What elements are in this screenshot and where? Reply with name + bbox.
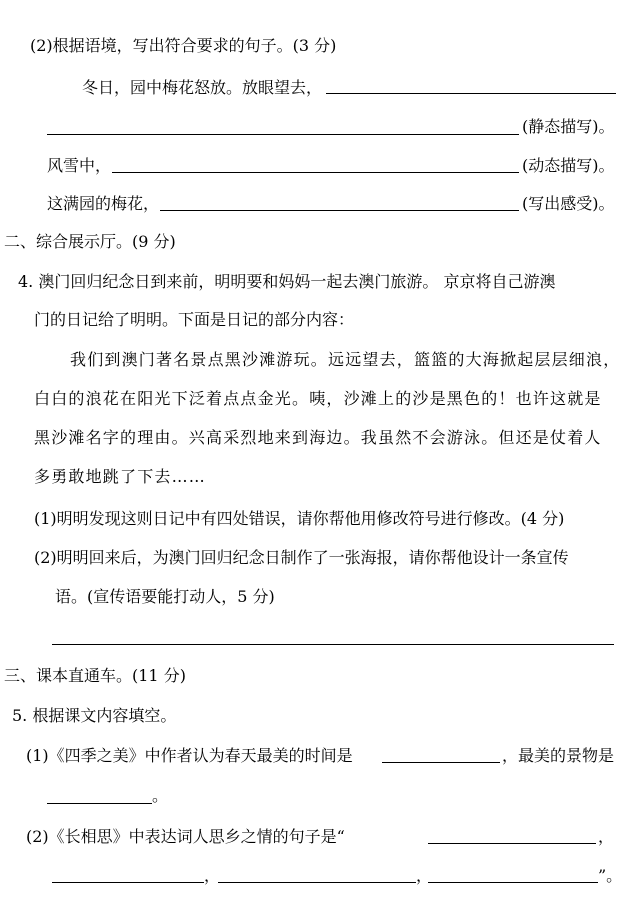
q5-sub1-a: (1)《四季之美》中作者认为春天最美的时间是 [26, 746, 353, 765]
dynamic-note: (动态描写)。 [522, 156, 615, 175]
end-quote: ”。 [598, 866, 623, 885]
q5-title: 5. 根据课文内容填空。 [12, 706, 177, 725]
feeling-prefix: 这满园的梅花， [47, 194, 160, 213]
comma-1: ， [204, 866, 221, 885]
q4-line2: 门的日记给了明明。下面是日记的部分内容： [34, 310, 355, 329]
q5-sub2-b: ， [598, 827, 615, 846]
q2-title: (2)根据语境，写出符合要求的句子。(3 分) [30, 36, 337, 55]
answer-blank-slogan[interactable] [52, 644, 614, 645]
answer-blank-dynamic[interactable] [112, 172, 519, 173]
answer-blank-static-1[interactable] [326, 93, 616, 94]
q2-lead: 冬日，园中梅花怒放。放眼望去， [82, 78, 323, 97]
diary-line-3: 黑沙滩名字的理由。兴高采烈地来到海边。我虽然不会游泳。但还是仗着人 [34, 428, 602, 447]
diary-line-4: 多勇敢地跳了下去…… [34, 467, 207, 486]
q4-sub2-line2: 语。(宣传语要能打动人，5 分) [55, 587, 275, 606]
answer-blank-poem-1[interactable] [428, 843, 596, 844]
section3-heading: 三、课本直通车。(11 分) [4, 666, 186, 685]
q4-sub2-line1: (2)明明回来后，为澳门回归纪念日制作了一张海报，请你帮他设计一条宣传 [34, 548, 569, 567]
feeling-note: (写出感受)。 [522, 194, 615, 213]
diary-line-1: 我们到澳门著名景点黑沙滩游玩。远远望去，篮篮的大海掀起层层细浪， [70, 350, 621, 369]
answer-blank-poem-2[interactable] [52, 882, 204, 883]
diary-line-2: 白白的浪花在阳光下泛着点点金光。咦，沙滩上的沙是黑色的！也许这就是 [34, 389, 602, 408]
answer-blank-static-2[interactable] [47, 134, 519, 135]
comma-2: ， [416, 866, 433, 885]
answer-blank-poem-3[interactable] [218, 882, 416, 883]
section2-heading: 二、综合展示厅。(9 分) [4, 232, 176, 251]
answer-blank-spring-scene[interactable] [47, 803, 152, 804]
dynamic-prefix: 风雪中， [47, 156, 112, 175]
q4-line1: 4. 澳门回归纪念日到来前，明明要和妈妈一起去澳门旅游。 京京将自己游澳 [18, 272, 556, 291]
q5-sub2-a: (2)《长相思》中表达词人思乡之情的句子是“ [26, 827, 345, 846]
static-note: (静态描写)。 [522, 117, 615, 136]
q5-sub1-b: ，最美的景物是 [502, 746, 615, 765]
answer-blank-poem-4[interactable] [428, 882, 598, 883]
answer-blank-feeling[interactable] [160, 210, 519, 211]
answer-blank-spring-time[interactable] [382, 762, 500, 763]
q5-sub1-end: 。 [152, 786, 169, 805]
q4-sub1: (1)明明发现这则日记中有四处错误，请你帮他用修改符号进行修改。(4 分) [34, 509, 565, 528]
